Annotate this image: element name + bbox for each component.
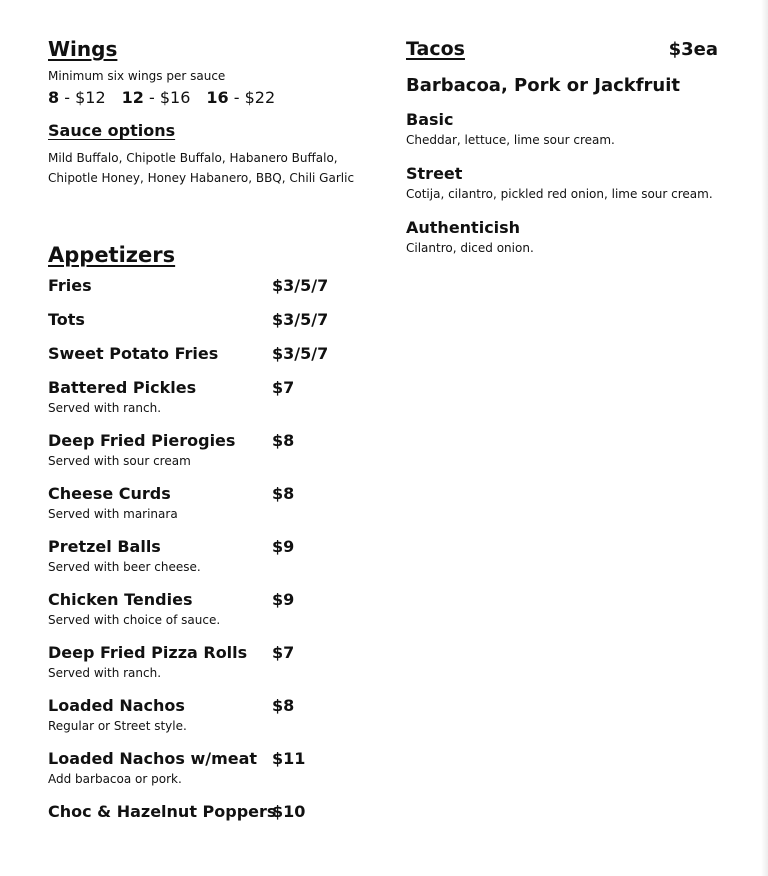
- menu-item-description: Served with ranch.: [48, 401, 162, 415]
- menu-item-name: Chicken Tendies: [48, 590, 193, 609]
- taco-style: [406, 217, 718, 271]
- menu-item-price: $8: [272, 431, 295, 450]
- menu-item: [48, 536, 378, 589]
- wings-section: [48, 36, 378, 188]
- tacos-heading: Tacos: [406, 38, 465, 60]
- menu-item-description: Regular or Street style.: [48, 719, 187, 733]
- menu-item: [48, 748, 378, 801]
- sauce-options-heading: Sauce options: [48, 121, 176, 140]
- menu-item-name: Deep Fried Pierogies: [48, 431, 236, 450]
- menu-item-price: $9: [272, 590, 295, 609]
- menu-item-description: Served with choice of sauce.: [48, 613, 221, 627]
- taco-style-description: Cilantro, diced onion.: [406, 241, 534, 255]
- menu-item-price: $11: [272, 749, 306, 768]
- menu-item: [48, 309, 378, 343]
- wing-tier-qty: 8: [48, 88, 60, 107]
- sauce-list-line: Chipotle Honey, Honey Habanero, BBQ, Chili Garlic: [48, 171, 355, 185]
- menu-item-description: Served with beer cheese.: [48, 560, 201, 574]
- menu-item-name: Choc & Hazelnut Poppers: [48, 802, 277, 821]
- menu-item-description: Add barbacoa or pork.: [48, 772, 182, 786]
- wing-tier-price: - $16: [143, 88, 191, 107]
- menu-item-price: $10: [272, 802, 306, 821]
- wings-minimum-note: Minimum six wings per sauce: [48, 69, 226, 83]
- menu-item: [48, 642, 378, 695]
- page-edge-shadow: [761, 0, 768, 876]
- taco-style-name: Authenticish: [406, 218, 521, 237]
- appetizers-section: [48, 242, 378, 831]
- sauce-list-line: Mild Buffalo, Chipotle Buffalo, Habanero Buffalo,: [48, 151, 338, 165]
- menu-item-name: Battered Pickles: [48, 378, 197, 397]
- taco-style-description: Cotija, cilantro, pickled red onion, lime sour cream.: [406, 187, 713, 201]
- tacos-header: [406, 36, 718, 63]
- appetizers-heading: Appetizers: [48, 243, 176, 267]
- menu-item-price: $7: [272, 378, 295, 397]
- wing-tier-price: - $12: [59, 88, 106, 107]
- menu-item: [48, 801, 378, 831]
- menu-item-price: $3/5/7: [272, 276, 329, 295]
- tacos-price: $3ea: [668, 39, 718, 60]
- menu-item-name: Loaded Nachos: [48, 696, 185, 715]
- wing-tier-qty: 16: [206, 88, 229, 107]
- tacos-section: [406, 36, 718, 271]
- taco-style-description: Cheddar, lettuce, lime sour cream.: [406, 133, 615, 147]
- menu-item-description: Served with sour cream: [48, 454, 191, 468]
- menu-item: [48, 430, 378, 483]
- menu-item: [48, 377, 378, 430]
- menu-item-price: $9: [272, 537, 295, 556]
- menu-item-name: Cheese Curds: [48, 484, 171, 503]
- menu-item-price: $3/5/7: [272, 344, 329, 363]
- menu-item: [48, 589, 378, 642]
- wing-tier-price: - $22: [228, 88, 276, 107]
- taco-style: [406, 109, 718, 163]
- menu-item-price: $7: [272, 643, 295, 662]
- wings-heading: Wings: [48, 37, 118, 61]
- menu-item-name: Deep Fried Pizza Rolls: [48, 643, 248, 662]
- wing-tier-qty: 12: [121, 88, 144, 107]
- menu-item-description: Served with ranch.: [48, 666, 162, 680]
- menu-item-name: Pretzel Balls: [48, 537, 161, 556]
- menu-item-price: $8: [272, 696, 295, 715]
- sauce-options-list: [48, 148, 378, 188]
- tacos-fillings: Barbacoa, Pork or Jackfruit: [406, 75, 681, 96]
- menu-item-description: Served with marinara: [48, 507, 178, 521]
- taco-style: [406, 163, 718, 217]
- menu-item-price: $8: [272, 484, 295, 503]
- menu-item: [48, 343, 378, 377]
- menu-item-name: Fries: [48, 276, 92, 295]
- menu-item: [48, 695, 378, 748]
- taco-style-name: Street: [406, 164, 463, 183]
- menu-item: [48, 275, 378, 309]
- menu-item-name: Sweet Potato Fries: [48, 344, 219, 363]
- wings-price-tiers: [48, 86, 378, 110]
- menu-item-price: $3/5/7: [272, 310, 329, 329]
- menu-item-name: Loaded Nachos w/meat: [48, 749, 258, 768]
- menu-item: [48, 483, 378, 536]
- taco-style-name: Basic: [406, 110, 454, 129]
- menu-item-name: Tots: [48, 310, 85, 329]
